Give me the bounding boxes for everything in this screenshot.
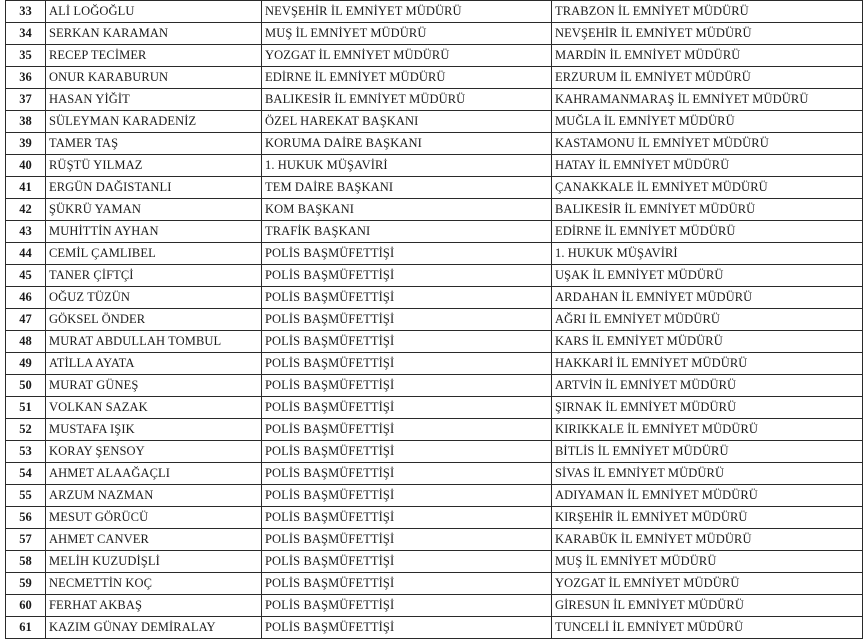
table-row [6, 331, 863, 353]
previous-position: POLİS BAŞMÜFETTİŞİ [262, 529, 552, 551]
table-row [6, 133, 863, 155]
row-number: 49 [6, 353, 46, 375]
person-name: MUSTAFA IŞIK [46, 419, 262, 441]
row-number: 58 [6, 551, 46, 573]
new-position: ADIYAMAN İL EMNİYET MÜDÜRÜ [552, 485, 863, 507]
table-row [6, 595, 863, 617]
new-position: KIRIKKALE İL EMNİYET MÜDÜRÜ [552, 419, 863, 441]
person-name: RÜŞTÜ YILMAZ [46, 155, 262, 177]
new-position: UŞAK İL EMNİYET MÜDÜRÜ [552, 265, 863, 287]
previous-position: KOM BAŞKANI [262, 199, 552, 221]
previous-position: POLİS BAŞMÜFETTİŞİ [262, 331, 552, 353]
table-row [6, 353, 863, 375]
person-name: GÖKSEL ÖNDER [46, 309, 262, 331]
row-number: 50 [6, 375, 46, 397]
new-position: ARDAHAN İL EMNİYET MÜDÜRÜ [552, 287, 863, 309]
previous-position: KORUMA DAİRE BAŞKANI [262, 133, 552, 155]
row-number: 60 [6, 595, 46, 617]
table-row [6, 551, 863, 573]
person-name: MUHİTTİN AYHAN [46, 221, 262, 243]
new-position: ÇANAKKALE İL EMNİYET MÜDÜRÜ [552, 177, 863, 199]
person-name: ERGÜN DAĞISTANLI [46, 177, 262, 199]
person-name: TAMER TAŞ [46, 133, 262, 155]
person-name: ŞÜKRÜ YAMAN [46, 199, 262, 221]
person-name: AHMET CANVER [46, 529, 262, 551]
table-row [6, 221, 863, 243]
table-row [6, 573, 863, 595]
previous-position: TEM DAİRE BAŞKANI [262, 177, 552, 199]
row-number: 56 [6, 507, 46, 529]
person-name: OĞUZ TÜZÜN [46, 287, 262, 309]
new-position: KIRŞEHİR İL EMNİYET MÜDÜRÜ [552, 507, 863, 529]
table-row [6, 45, 863, 67]
previous-position: POLİS BAŞMÜFETTİŞİ [262, 441, 552, 463]
new-position: ERZURUM İL EMNİYET MÜDÜRÜ [552, 67, 863, 89]
row-number: 33 [6, 1, 46, 23]
table-row [6, 67, 863, 89]
person-name: MESUT GÖRÜCÜ [46, 507, 262, 529]
row-number: 39 [6, 133, 46, 155]
previous-position: POLİS BAŞMÜFETTİŞİ [262, 419, 552, 441]
table-row [6, 441, 863, 463]
person-name: SERKAN KARAMAN [46, 23, 262, 45]
previous-position: POLİS BAŞMÜFETTİŞİ [262, 309, 552, 331]
appointments-table-body [6, 1, 863, 639]
previous-position: POLİS BAŞMÜFETTİŞİ [262, 507, 552, 529]
person-name: SÜLEYMAN KARADENİZ [46, 111, 262, 133]
row-number: 45 [6, 265, 46, 287]
row-number: 38 [6, 111, 46, 133]
table-row [6, 89, 863, 111]
previous-position: YOZGAT İL EMNİYET MÜDÜRÜ [262, 45, 552, 67]
row-number: 34 [6, 23, 46, 45]
table-row [6, 265, 863, 287]
new-position: EDİRNE İL EMNİYET MÜDÜRÜ [552, 221, 863, 243]
row-number: 47 [6, 309, 46, 331]
table-row [6, 111, 863, 133]
person-name: KAZIM GÜNAY DEMİRALAY [46, 617, 262, 639]
table-row [6, 485, 863, 507]
new-position: KASTAMONU İL EMNİYET MÜDÜRÜ [552, 133, 863, 155]
new-position: MUĞLA İL EMNİYET MÜDÜRÜ [552, 111, 863, 133]
table-row [6, 1, 863, 23]
row-number: 42 [6, 199, 46, 221]
previous-position: POLİS BAŞMÜFETTİŞİ [262, 573, 552, 595]
new-position: KARS İL EMNİYET MÜDÜRÜ [552, 331, 863, 353]
person-name: ATİLLA AYATA [46, 353, 262, 375]
previous-position: BALIKESİR İL EMNİYET MÜDÜRÜ [262, 89, 552, 111]
person-name: ALİ LOĞOĞLU [46, 1, 262, 23]
previous-position: NEVŞEHİR İL EMNİYET MÜDÜRÜ [262, 1, 552, 23]
row-number: 54 [6, 463, 46, 485]
new-position: HATAY İL EMNİYET MÜDÜRÜ [552, 155, 863, 177]
table-row [6, 177, 863, 199]
person-name: TANER ÇİFTÇİ [46, 265, 262, 287]
person-name: AHMET ALAAĞAÇLI [46, 463, 262, 485]
row-number: 37 [6, 89, 46, 111]
table-row [6, 397, 863, 419]
table-row [6, 419, 863, 441]
person-name: FERHAT AKBAŞ [46, 595, 262, 617]
person-name: MURAT ABDULLAH TOMBUL [46, 331, 262, 353]
table-row [6, 375, 863, 397]
previous-position: POLİS BAŞMÜFETTİŞİ [262, 463, 552, 485]
row-number: 52 [6, 419, 46, 441]
new-position: ŞIRNAK İL EMNİYET MÜDÜRÜ [552, 397, 863, 419]
person-name: RECEP TECİMER [46, 45, 262, 67]
new-position: TUNCELİ İL EMNİYET MÜDÜRÜ [552, 617, 863, 639]
person-name: KORAY ŞENSOY [46, 441, 262, 463]
previous-position: EDİRNE İL EMNİYET MÜDÜRÜ [262, 67, 552, 89]
appointments-table [5, 0, 863, 639]
previous-position: POLİS BAŞMÜFETTİŞİ [262, 551, 552, 573]
previous-position: ÖZEL HAREKAT BAŞKANI [262, 111, 552, 133]
table-row [6, 155, 863, 177]
table-row [6, 507, 863, 529]
row-number: 59 [6, 573, 46, 595]
previous-position: POLİS BAŞMÜFETTİŞİ [262, 595, 552, 617]
row-number: 55 [6, 485, 46, 507]
new-position: AĞRI İL EMNİYET MÜDÜRÜ [552, 309, 863, 331]
previous-position: POLİS BAŞMÜFETTİŞİ [262, 375, 552, 397]
new-position: KAHRAMANMARAŞ İL EMNİYET MÜDÜRÜ [552, 89, 863, 111]
row-number: 48 [6, 331, 46, 353]
new-position: ARTVİN İL EMNİYET MÜDÜRÜ [552, 375, 863, 397]
new-position: TRABZON İL EMNİYET MÜDÜRÜ [552, 1, 863, 23]
new-position: KARABÜK İL EMNİYET MÜDÜRÜ [552, 529, 863, 551]
previous-position: TRAFİK BAŞKANI [262, 221, 552, 243]
new-position: BİTLİS İL EMNİYET MÜDÜRÜ [552, 441, 863, 463]
previous-position: POLİS BAŞMÜFETTİŞİ [262, 397, 552, 419]
row-number: 46 [6, 287, 46, 309]
new-position: 1. HUKUK MÜŞAVİRİ [552, 243, 863, 265]
table-row [6, 529, 863, 551]
new-position: GİRESUN İL EMNİYET MÜDÜRÜ [552, 595, 863, 617]
person-name: ONUR KARABURUN [46, 67, 262, 89]
person-name: NECMETTİN KOÇ [46, 573, 262, 595]
table-row [6, 23, 863, 45]
new-position: SİVAS İL EMNİYET MÜDÜRÜ [552, 463, 863, 485]
previous-position: POLİS BAŞMÜFETTİŞİ [262, 353, 552, 375]
person-name: MELİH KUZUDİŞLİ [46, 551, 262, 573]
new-position: HAKKARİ İL EMNİYET MÜDÜRÜ [552, 353, 863, 375]
person-name: VOLKAN SAZAK [46, 397, 262, 419]
person-name: HASAN YİĞİT [46, 89, 262, 111]
new-position: MARDİN İL EMNİYET MÜDÜRÜ [552, 45, 863, 67]
row-number: 53 [6, 441, 46, 463]
table-row [6, 199, 863, 221]
row-number: 57 [6, 529, 46, 551]
table-row [6, 617, 863, 639]
person-name: ARZUM NAZMAN [46, 485, 262, 507]
row-number: 43 [6, 221, 46, 243]
row-number: 44 [6, 243, 46, 265]
table-row [6, 463, 863, 485]
new-position: MUŞ İL EMNİYET MÜDÜRÜ [552, 551, 863, 573]
row-number: 40 [6, 155, 46, 177]
row-number: 41 [6, 177, 46, 199]
table-row [6, 243, 863, 265]
person-name: CEMİL ÇAMLIBEL [46, 243, 262, 265]
person-name: MURAT GÜNEŞ [46, 375, 262, 397]
new-position: BALIKESİR İL EMNİYET MÜDÜRÜ [552, 199, 863, 221]
row-number: 61 [6, 617, 46, 639]
row-number: 51 [6, 397, 46, 419]
new-position: YOZGAT İL EMNİYET MÜDÜRÜ [552, 573, 863, 595]
previous-position: POLİS BAŞMÜFETTİŞİ [262, 243, 552, 265]
row-number: 35 [6, 45, 46, 67]
new-position: NEVŞEHİR İL EMNİYET MÜDÜRÜ [552, 23, 863, 45]
previous-position: POLİS BAŞMÜFETTİŞİ [262, 287, 552, 309]
previous-position: 1. HUKUK MÜŞAVİRİ [262, 155, 552, 177]
previous-position: POLİS BAŞMÜFETTİŞİ [262, 617, 552, 639]
previous-position: MUŞ İL EMNİYET MÜDÜRÜ [262, 23, 552, 45]
previous-position: POLİS BAŞMÜFETTİŞİ [262, 265, 552, 287]
table-row [6, 287, 863, 309]
previous-position: POLİS BAŞMÜFETTİŞİ [262, 485, 552, 507]
table-row [6, 309, 863, 331]
row-number: 36 [6, 67, 46, 89]
